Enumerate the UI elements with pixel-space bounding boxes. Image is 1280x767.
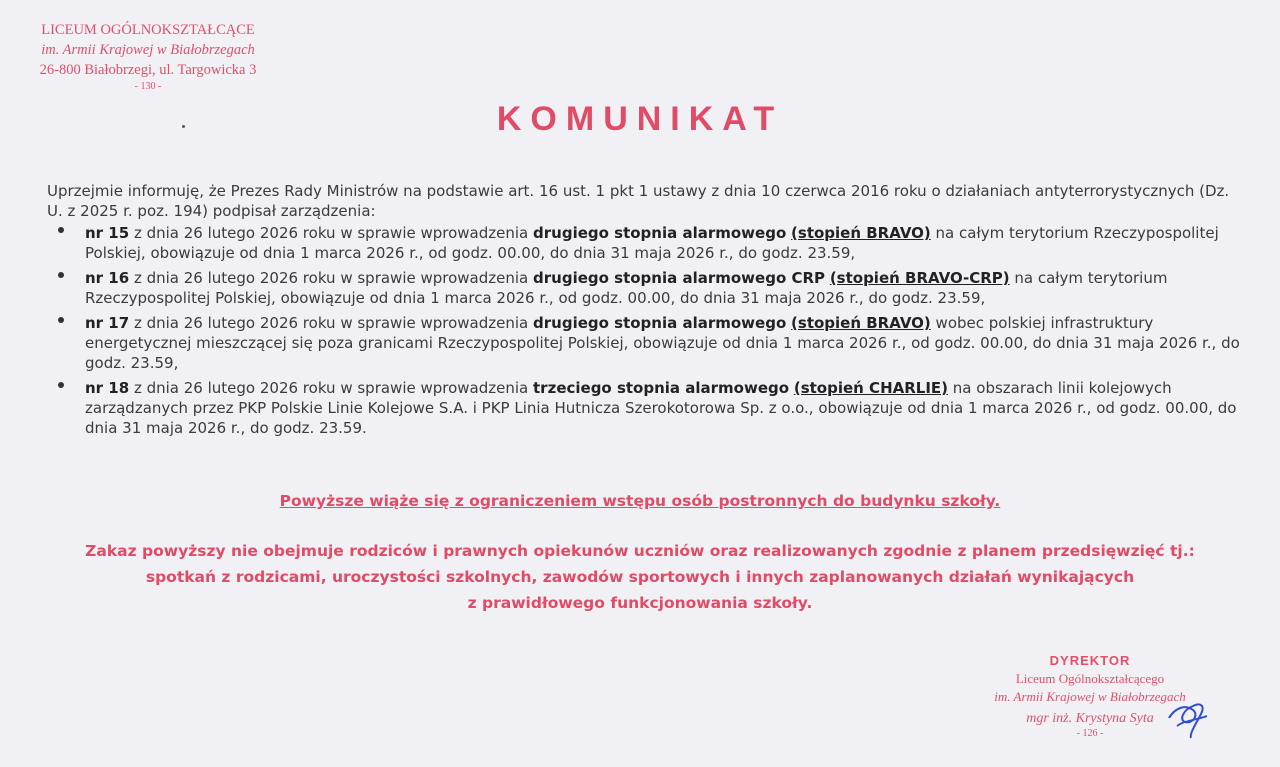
list-item: [47, 223, 1247, 263]
order-number: nr 16: [85, 269, 130, 287]
order-details: na całym terytorium Rzeczypospolitej Polskiej, obowiązuje od dnia 1 marca 2026 r., od godz. 00.00, do dnia 31 maja 2026 r., do godz. 23.59,: [85, 224, 1219, 262]
signature-patron: im. Armii Krajowej w Białobrzegach: [994, 689, 1186, 704]
list-item: [47, 313, 1247, 373]
restriction-line: z prawidłowego funkcjonowania szkoły.: [467, 594, 813, 612]
order-level: drugiego stopnia alarmowego: [533, 224, 787, 242]
order-text: z dnia 26 lutego 2026 roku w sprawie wprowadzenia: [129, 379, 534, 397]
signature-title: DYREKTOR: [1049, 653, 1131, 668]
stamp-patron: im. Armii Krajowej w Białobrzegach: [41, 42, 255, 58]
stamp-address: 26-800 Białobrzegi, ul. Targowicka 3: [39, 62, 257, 78]
signature-number: - 126 -: [1076, 728, 1104, 739]
stamp-number: - 130 -: [134, 81, 162, 92]
order-level: trzeciego stopnia alarmowego: [533, 379, 790, 397]
order-number: nr 18: [85, 379, 130, 397]
bullet-icon: [58, 227, 64, 233]
restriction-line: Zakaz powyższy nie obejmuje rodziców i prawnych opiekunów uczniów oraz realizowanych zgodnie z planem przedsięwzięć tj.:: [85, 542, 1195, 560]
school-stamp: [18, 20, 278, 94]
page-title: KOMUNIKAT: [496, 100, 784, 138]
signature-scribble-icon: [1163, 690, 1213, 740]
bullet-icon: [58, 272, 64, 278]
order-degree: (stopień CHARLIE): [793, 379, 949, 397]
order-details: wobec polskiej infrastruktury energetycznej mieszczącej się poza granicami Rzeczypospolitej Polskiej, obowiązuje od dnia 1 marca 2026 r., od godz. 00.00, do dnia 31 maja 2026 r., do godz. 23.59,: [85, 314, 1240, 372]
order-level: drugiego stopnia alarmowego: [533, 314, 787, 332]
list-item: [47, 378, 1247, 438]
bullet-icon: [58, 317, 64, 323]
order-text: z dnia 26 lutego 2026 roku w sprawie wprowadzenia: [129, 224, 534, 242]
access-notice: Powyższe wiąże się z ograniczeniem wstępu osób postronnych do budynku szkoły.: [279, 492, 1001, 510]
order-degree: (stopień BRAVO): [791, 314, 931, 332]
bullet-icon: [58, 382, 64, 388]
order-details: na obszarach linii kolejowych zarządzanych przez PKP Polskie Linie Kolejowe S.A. i PKP Linia Hutnicza Szerokotorowa Sp. z o.o., obowiązuje od dnia 1 marca 2026 r., od godz. 00.00, do dnia 31 maja 2026 r., do godz. 23.59.: [85, 379, 1237, 437]
signature-name: mgr inż. Krystyna Syta: [1026, 711, 1154, 726]
orders-list: [47, 223, 1247, 438]
order-degree: (stopień BRAVO): [791, 224, 931, 242]
order-text: z dnia 26 lutego 2026 roku w sprawie wprowadzenia: [129, 269, 534, 287]
order-level: drugiego stopnia alarmowego CRP: [533, 269, 826, 287]
order-number: nr 17: [85, 314, 130, 332]
document-body: [47, 181, 1247, 443]
restriction-note: [40, 538, 1240, 616]
restriction-line: spotkań z rodzicami, uroczystości szkolnych, zawodów sportowych i innych zaplanowanych działań wynikających: [145, 568, 1135, 586]
intro-paragraph: Uprzejmie informuję, że Prezes Rady Ministrów na podstawie art. 16 ust. 1 pkt 1 ustawy z dnia 10 czerwca 2016 roku o działaniach antyterrorystycznych (Dz. U. z 2025 r. poz. 194) podpisał zarządzenia:: [47, 182, 1230, 220]
order-degree: (stopień BRAVO-CRP): [829, 269, 1010, 287]
order-text: z dnia 26 lutego 2026 roku w sprawie wprowadzenia: [129, 314, 534, 332]
order-details: na całym terytorium Rzeczypospolitej Polskiej, obowiązuje od dnia 1 marca 2026 r., od godz. 00.00, do dnia 31 maja 2026 r., do godz. 23.59,: [85, 269, 1168, 307]
list-item: [47, 268, 1247, 308]
order-number: nr 15: [85, 224, 130, 242]
signature-school: Liceum Ogólnokształcącego: [1015, 671, 1165, 686]
stamp-school-name: LICEUM OGÓLNOKSZTAŁCĄCE: [41, 22, 255, 38]
